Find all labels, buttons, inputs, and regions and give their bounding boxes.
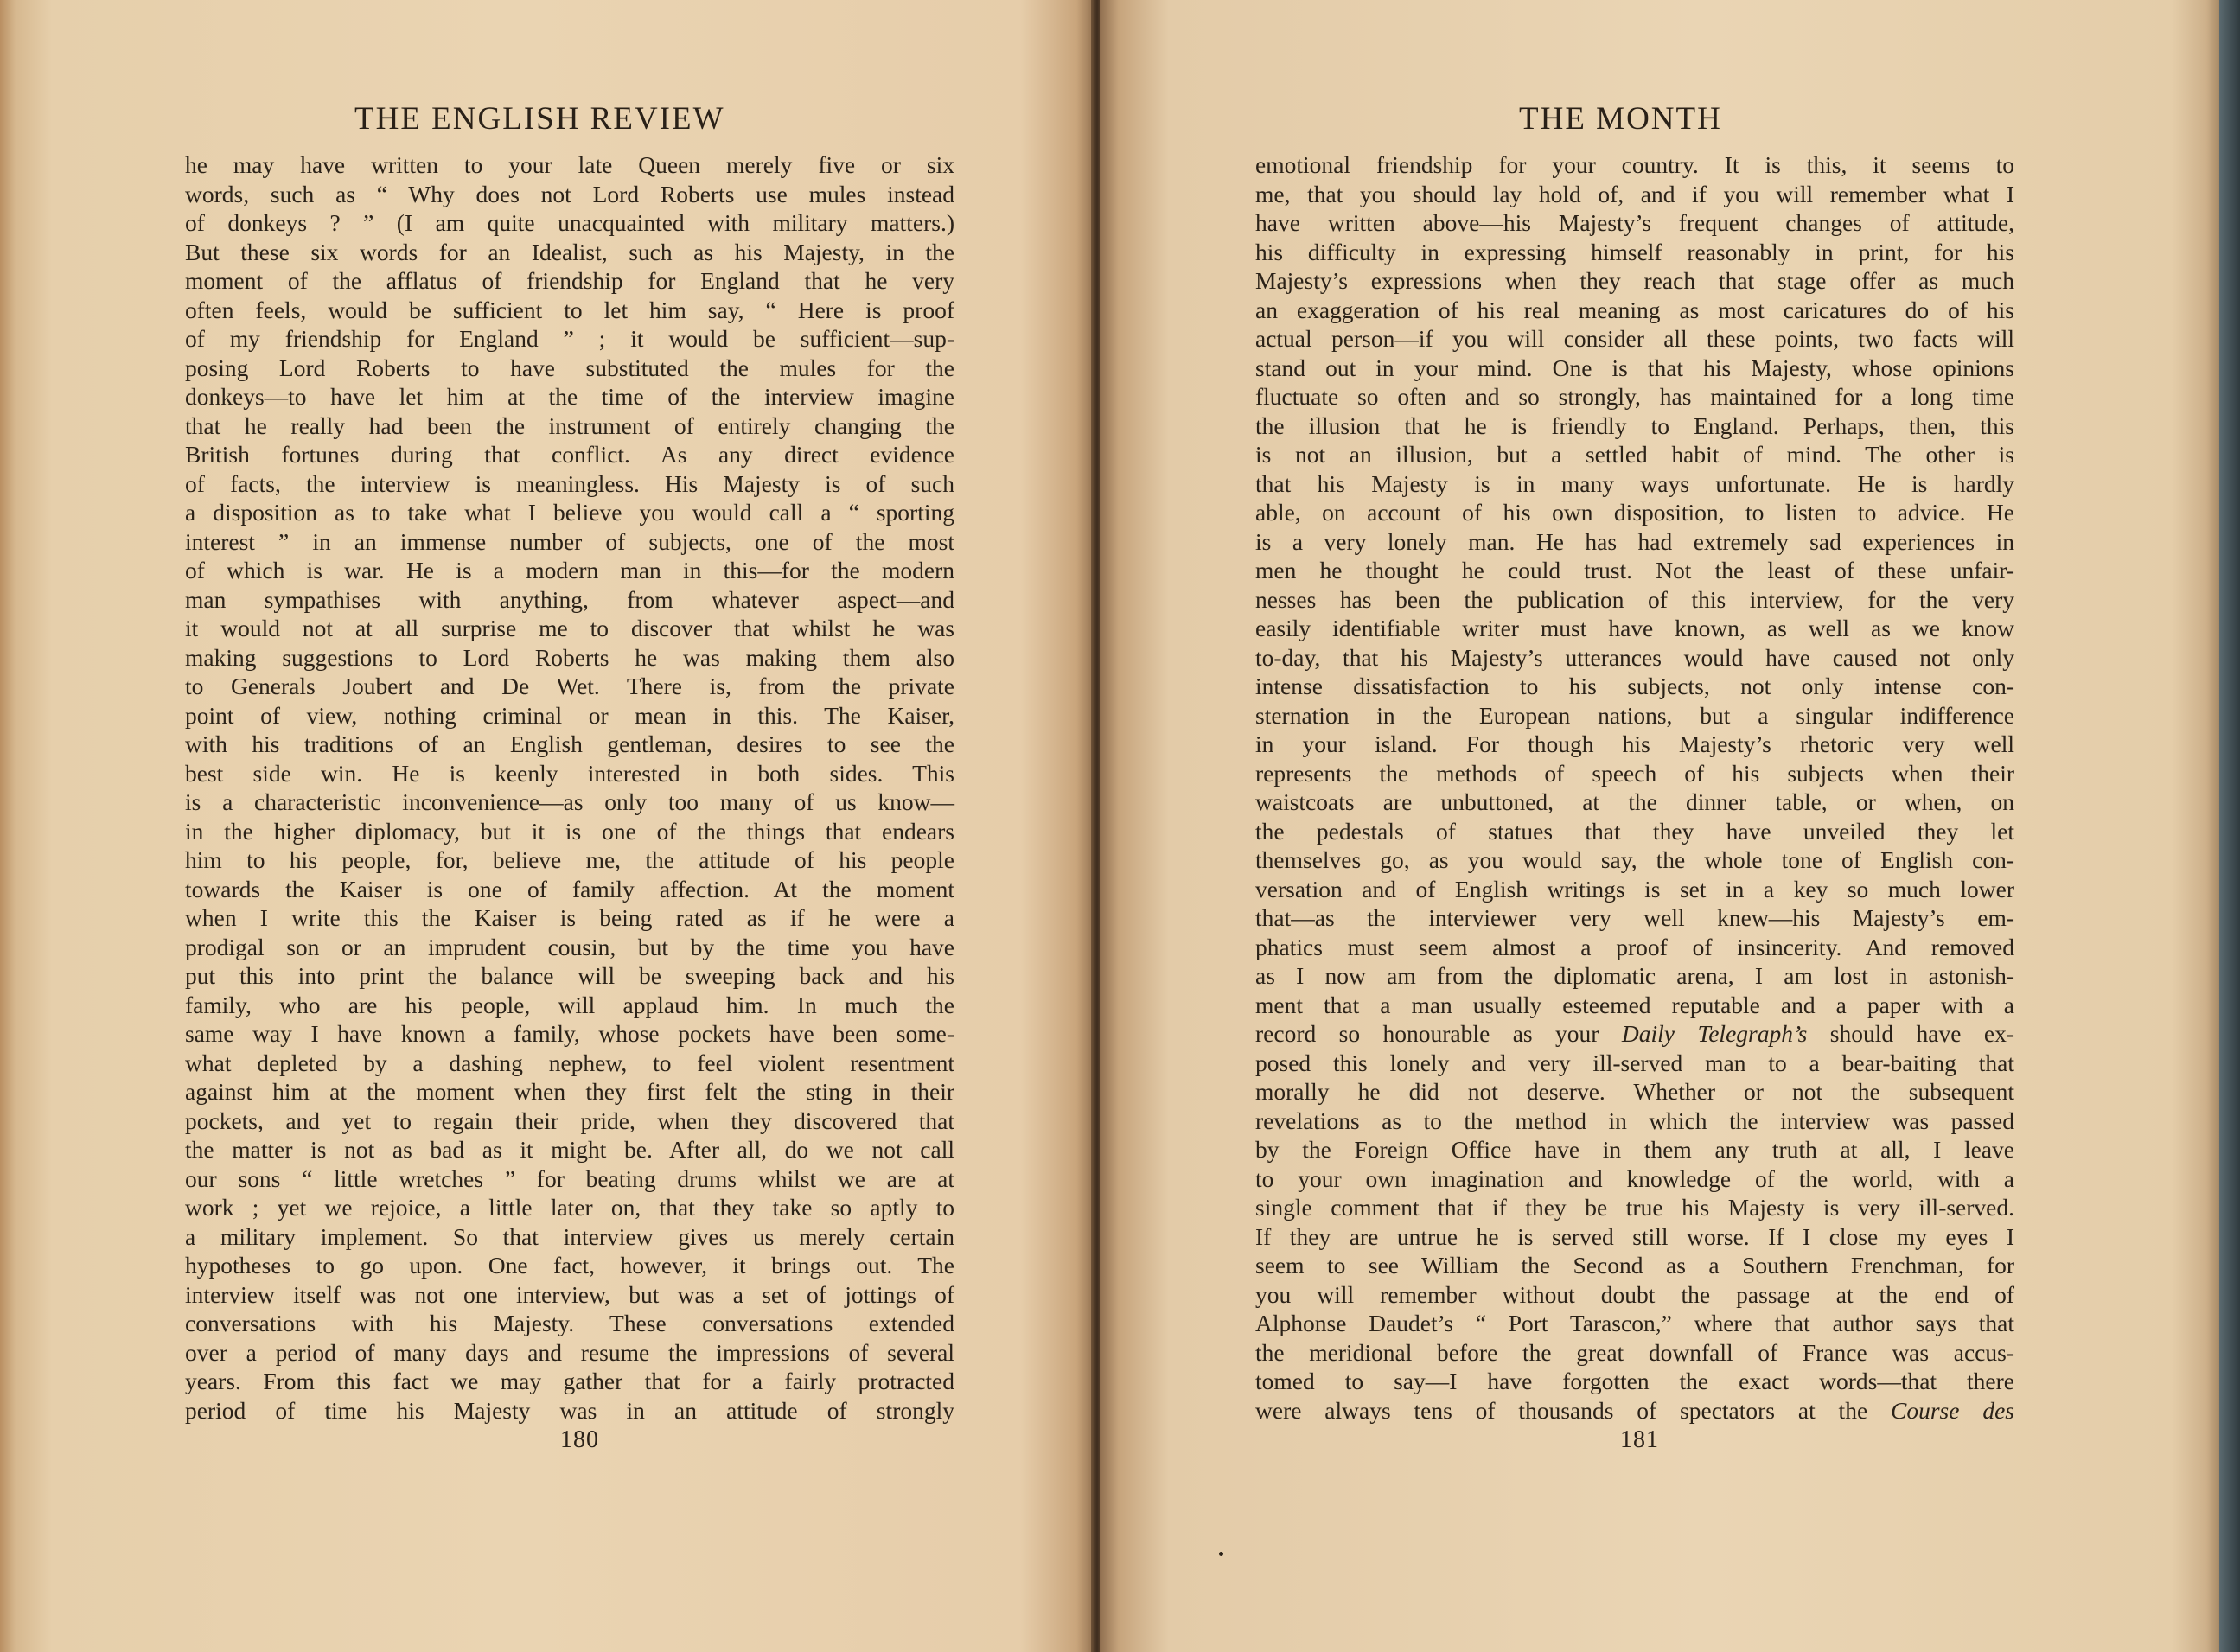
text-line: of facts, the interview is meaningless. His Majesty is of such (185, 469, 954, 497)
text-line: tomed to say—I have forgotten the exact words—that there (1255, 1368, 2014, 1394)
text-line: against him at the moment when they first felt the sting in their (185, 1078, 954, 1105)
text-line: intense dissatisfaction to his subjects, not only intense con- (1255, 673, 2014, 699)
text-line: moment of the afflatus of friendship for England that he very (185, 267, 954, 294)
text-line: posing Lord Roberts to have substituted the mules for the (185, 354, 954, 381)
text-line: prodigal son or an imprudent cousin, but by the time you have (185, 933, 954, 960)
text-line: seem to see William the Second as a Southern Frenchman, for (1255, 1252, 2014, 1279)
text-line: stand out in your mind. One is that his Majesty, whose opinions (1255, 354, 2014, 381)
text-line: is a characteristic inconvenience—as only too many of us know— (185, 788, 954, 815)
text-line-segment: were always tens of thousands of spectators at the (1255, 1396, 1892, 1424)
text-line: of which is war. He is a modern man in this—for the modern (185, 557, 954, 584)
text-line: the pedestals of statues that they have unveiled they let (1255, 817, 2014, 845)
text-line: him to his people, for, believe me, the attitude of his people (185, 846, 954, 873)
page-number-right: 181 (1620, 1426, 1659, 1453)
text-line: over a period of many days and resume the impressions of several (185, 1338, 954, 1366)
left-page-text (185, 150, 954, 1425)
text-line: have written above—his Majesty’s frequent changes of attitude, (1255, 209, 2014, 236)
text-line (1255, 1019, 2014, 1049)
text-line: emotional friendship for your country. It is this, it seems to (1255, 151, 2014, 178)
text-line: of my friendship for England ” ; it would be sufficient—sup- (185, 325, 954, 352)
text-line: period of time his Majesty was in an attitude of strongly (185, 1396, 954, 1424)
text-line: interest ” in an immense number of subjects, one of the most (185, 527, 954, 555)
text-line: in your island. For though his Majesty’s rhetoric very well (1255, 730, 2014, 757)
text-line: the illusion that he is friendly to England. Perhaps, then, this (1255, 411, 2014, 439)
text-line: themselves go, as you would say, the whole tone of English con- (1255, 846, 2014, 873)
text-line: man sympathises with anything, from whatever aspect—and (185, 585, 954, 613)
text-line: our sons “ little wretches ” for beating drums whilst we are at (185, 1164, 954, 1192)
text-line: men he thought he could trust. Not the least of these unfair- (1255, 557, 2014, 584)
text-line: easily identifiable writer must have known, as well as we know (1255, 615, 2014, 641)
text-line-segment: record so honourable as your (1255, 1020, 1622, 1047)
text-line: what depleted by a dashing nephew, to feel violent resentment (185, 1049, 954, 1076)
text-line: interview itself was not one interview, but was a set of jottings of (185, 1280, 954, 1308)
text-line: me, that you should lay hold of, and if you will remember what I (1255, 180, 2014, 207)
text-line: point of view, nothing criminal or mean in this. The Kaiser, (185, 701, 954, 729)
text-line: fluctuate so often and so strongly, has maintained for a long time (1255, 383, 2014, 410)
text-line (1255, 1396, 2014, 1426)
text-line: Majesty’s expressions when they reach that stage offer as much (1255, 267, 2014, 294)
running-head-right: THE MONTH (1519, 101, 1722, 137)
text-line-segment: should have ex- (1807, 1020, 2015, 1047)
text-line: he may have written to your late Queen merely five or six (185, 151, 954, 178)
text-line: of donkeys ? ” (I am quite unacquainted with military matters.) (185, 209, 954, 236)
right-page-text (1255, 150, 2014, 1425)
text-line: versation and of English writings is set in a key so much lower (1255, 875, 2014, 903)
text-line: in the higher diplomacy, but it is one of the things that endears (185, 817, 954, 845)
text-line: put this into print the balance will be sweeping back and his (185, 962, 954, 989)
text-line: with his traditions of an English gentleman, desires to see the (185, 730, 954, 757)
text-line: years. From this fact we may gather that for a fairly protracted (185, 1368, 954, 1394)
running-head-left: THE ENGLISH REVIEW (354, 101, 725, 137)
text-line: as I now am from the diplomatic arena, I am lost in astonish- (1255, 962, 2014, 989)
text-line: the meridional before the great downfall of France was accus- (1255, 1338, 2014, 1366)
text-line: revelations as to the method in which the interview was passed (1255, 1107, 2014, 1134)
text-line: when I write this the Kaiser is being rated as if he were a (185, 904, 954, 931)
text-line: you will remember without doubt the passage at the end of (1255, 1280, 2014, 1308)
book-cover-edge (2219, 0, 2240, 1652)
text-line: that—as the interviewer very well knew—his Majesty’s em- (1255, 904, 2014, 931)
text-line: to-day, that his Majesty’s utterances would have caused not only (1255, 643, 2014, 671)
page-number-left: 180 (560, 1426, 599, 1453)
text-line: family, who are his people, will applaud him. In much the (185, 991, 954, 1018)
newspaper-title: Daily Telegraph’s (1621, 1020, 1808, 1047)
text-line: his difficulty in expressing himself reasonably in print, for his (1255, 238, 2014, 265)
text-line: represents the methods of speech of his subjects when their (1255, 759, 2014, 787)
text-line: words, such as “ Why does not Lord Roberts use mules instead (185, 180, 954, 207)
left-page (0, 0, 1096, 1652)
italic-phrase: Course des (1891, 1396, 2014, 1424)
text-line: often feels, would be sufficient to let him say, “ Here is proof (185, 296, 954, 323)
paper-speck (1219, 1552, 1223, 1556)
text-line: nesses has been the publication of this interview, for the very (1255, 585, 2014, 613)
text-line: able, on account of his own disposition, to listen to advice. He (1255, 499, 2014, 526)
text-line: donkeys—to have let him at the time of the interview imagine (185, 383, 954, 410)
text-line: a disposition as to take what I believe you would call a “ sporting (185, 499, 954, 526)
text-line: best side win. He is keenly interested in both sides. This (185, 759, 954, 787)
text-line: Alphonse Daudet’s “ Port Tarascon,” where that author says that (1255, 1310, 2014, 1336)
text-line: hypotheses to go upon. One fact, however, it brings out. The (185, 1252, 954, 1279)
text-line: that he really had been the instrument of entirely changing the (185, 411, 954, 439)
text-line: is a very lonely man. He has had extremely sad experiences in (1255, 527, 2014, 555)
text-line: But these six words for an Idealist, such as his Majesty, in the (185, 238, 954, 265)
text-line: a military implement. So that interview gives us merely certain (185, 1222, 954, 1250)
text-line: British fortunes during that conflict. As any direct evidence (185, 441, 954, 468)
text-line: that his Majesty is in many ways unfortunate. He is hardly (1255, 469, 2014, 497)
text-line: by the Foreign Office have in them any truth at all, I leave (1255, 1136, 2014, 1163)
text-line: morally he did not deserve. Whether or not the subsequent (1255, 1078, 2014, 1105)
text-line: sternation in the European nations, but a singular indifference (1255, 701, 2014, 729)
text-line: pockets, and yet to regain their pride, when they discovered that (185, 1107, 954, 1134)
text-line: conversations with his Majesty. These conversations extended (185, 1310, 954, 1336)
text-line: phatics must seem almost a proof of insincerity. And removed (1255, 933, 2014, 960)
text-line: actual person—if you will consider all these points, two facts will (1255, 325, 2014, 352)
text-line: an exaggeration of his real meaning as most caricatures do of his (1255, 296, 2014, 323)
text-line: work ; yet we rejoice, a little later on, that they take so aptly to (185, 1194, 954, 1221)
text-line: single comment that if they be true his Majesty is very ill-served. (1255, 1194, 2014, 1221)
text-line: it would not at all surprise me to discover that whilst he was (185, 615, 954, 641)
text-line: same way I have known a family, whose pockets have been some- (185, 1020, 954, 1047)
right-page (1100, 0, 2219, 1652)
text-line: to your own imagination and knowledge of the world, with a (1255, 1164, 2014, 1192)
text-line: towards the Kaiser is one of family affection. At the moment (185, 875, 954, 903)
text-line: to Generals Joubert and De Wet. There is, from the private (185, 673, 954, 699)
text-line: waistcoats are unbuttoned, at the dinner table, or when, on (1255, 788, 2014, 815)
text-line: posed this lonely and very ill-served man to a bear-baiting that (1255, 1049, 2014, 1076)
text-line: If they are untrue he is served still worse. If I close my eyes I (1255, 1222, 2014, 1250)
text-line: the matter is not as bad as it might be. After all, do we not call (185, 1136, 954, 1163)
text-line: is not an illusion, but a settled habit of mind. The other is (1255, 441, 2014, 468)
text-line: making suggestions to Lord Roberts he was making them also (185, 643, 954, 671)
text-line: ment that a man usually esteemed reputable and a paper with a (1255, 991, 2014, 1018)
